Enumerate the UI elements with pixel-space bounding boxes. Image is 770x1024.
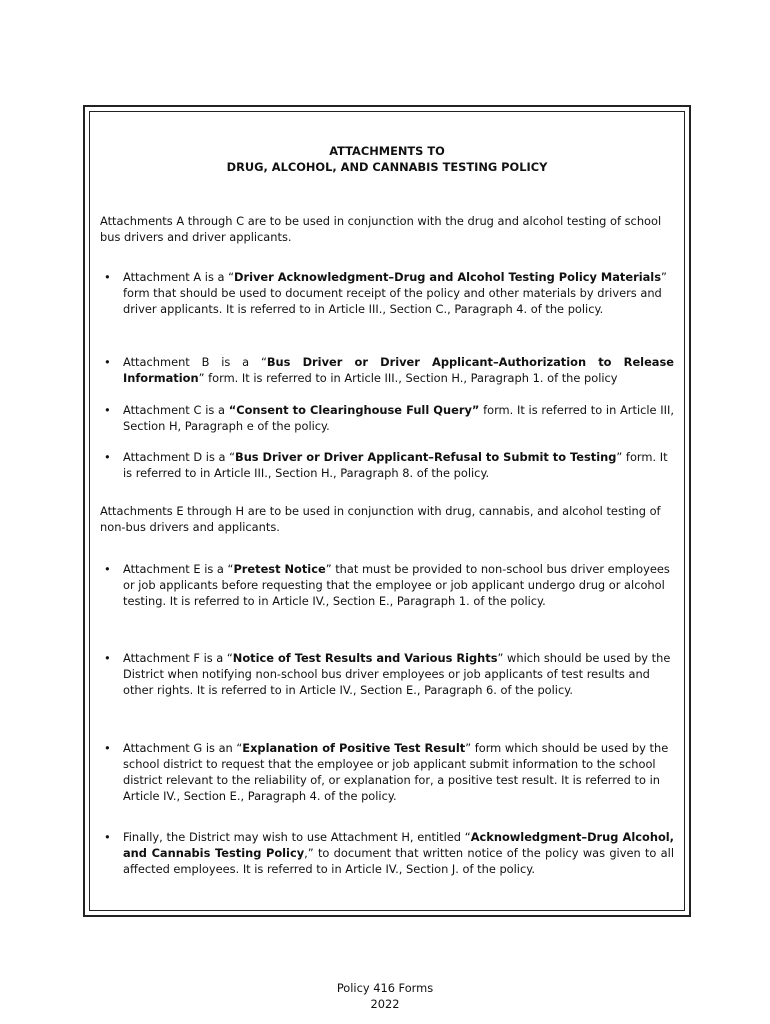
bullet-icon: • — [104, 450, 111, 464]
title-line-1: ATTACHMENTS TO — [329, 144, 445, 158]
bullet-text-post: ” form that should be used to document receipt of the policy and other materials by drivers and driver applicants. It is referred to in Article III., Section C., Paragraph 4. of the policy. — [123, 270, 667, 316]
bullet-text-pre: Attachment A is a “ — [123, 270, 235, 284]
bullet-text-pre: Attachment D is a “ — [123, 450, 236, 464]
bullet-text-post: ” form which should be used by the school district to request that the employee or job applicant submit information to the school district relevant to the reliability of, or explanation for, a positive test result. It is referred to in Article IV., Section E., Paragraph 4. of the policy. — [123, 741, 669, 803]
bullet-text-bold: Bus Driver or Driver Applicant–Authorization to Release Information — [123, 355, 674, 385]
footer-line-2: 2022 — [370, 997, 400, 1011]
document-frame — [83, 105, 691, 917]
footer-line-1: Policy 416 Forms — [336, 981, 434, 995]
bullet-text-bold: Pretest Notice — [233, 562, 326, 576]
bullet-text-post: ” form. It is referred to in Article III., Section H., Paragraph 8. of the policy. — [123, 450, 668, 480]
document-title — [90, 143, 684, 175]
bullet-icon: • — [104, 355, 111, 369]
title-line-2: DRUG, ALCOHOL, AND CANNABIS TESTING POLICY — [226, 160, 548, 174]
bullet-text-post: ” that must be provided to non-school bus driver employees or job applicants before requesting that the employee or job applicant undergo drug or alcohol testing. It is referred to in Article IV., Section E., Paragraph 1. of the policy. — [123, 562, 670, 608]
list-item-attachment-f — [100, 650, 674, 698]
bullet-text-bold: “Consent to Clearinghouse Full Query” — [228, 403, 480, 417]
list-item-attachment-b — [100, 354, 674, 386]
bullet-text-pre: Attachment G is an “ — [123, 741, 243, 755]
bullet-text-post: ” which should be used by the District when notifying non-school bus driver employees or job applicants of test results and other rights. It is referred to in Article IV., Section E., Paragraph 6. of the policy. — [123, 651, 671, 697]
bullet-text-post: form. It is referred to in Article III, Section H, Paragraph e of the policy. — [123, 403, 674, 433]
bullet-text-pre: Attachment E is a “ — [123, 562, 234, 576]
bullet-text-bold: Explanation of Positive Test Result — [242, 741, 466, 755]
list-item-attachment-h — [100, 829, 674, 877]
list-item-attachment-e — [100, 561, 674, 609]
bullet-icon: • — [104, 651, 111, 665]
bullet-icon: • — [104, 403, 111, 417]
bullet-text-bold: Acknowledgment–Drug Alcohol, and Cannabis Testing Policy — [123, 830, 674, 860]
bullet-icon: • — [104, 270, 111, 284]
list-item-attachment-c — [100, 402, 674, 434]
list-item-attachment-a — [100, 269, 674, 317]
page-footer — [0, 980, 770, 1012]
bullet-text-pre: Attachment F is a “ — [123, 651, 233, 665]
bullet-text-bold: Notice of Test Results and Various Rights — [232, 651, 498, 665]
bullet-text-bold: Bus Driver or Driver Applicant–Refusal to Submit to Testing — [235, 450, 617, 464]
bullet-icon: • — [104, 830, 111, 844]
bullet-text-bold: Driver Acknowledgment–Drug and Alcohol Testing Policy Materials — [234, 270, 661, 284]
bullet-text-post: ,” to document that written notice of the policy was given to all affected employees. It is referred to in Article IV., Section J. of the policy. — [123, 846, 674, 876]
bullet-text-pre: Attachment C is a — [123, 403, 229, 417]
bullet-icon: • — [104, 562, 111, 576]
list-item-attachment-d — [100, 449, 674, 481]
bullet-text-post: ” form. It is referred to in Article III., Section H., Paragraph 1. of the policy — [198, 371, 618, 385]
intro-paragraph-1: Attachments A through C are to be used in conjunction with the drug and alcohol testing of school bus drivers and driver applicants. — [100, 214, 662, 244]
intro-paragraph-2: Attachments E through H are to be used in conjunction with drug, cannabis, and alcohol testing of non-bus drivers and applicants. — [100, 504, 661, 534]
document-frame-inner — [89, 111, 685, 911]
bullet-text-pre: Finally, the District may wish to use Attachment H, entitled “ — [123, 830, 471, 844]
list-item-attachment-g — [100, 740, 674, 804]
bullet-text-pre: Attachment B is a “ — [123, 355, 267, 369]
bullet-icon: • — [104, 741, 111, 755]
